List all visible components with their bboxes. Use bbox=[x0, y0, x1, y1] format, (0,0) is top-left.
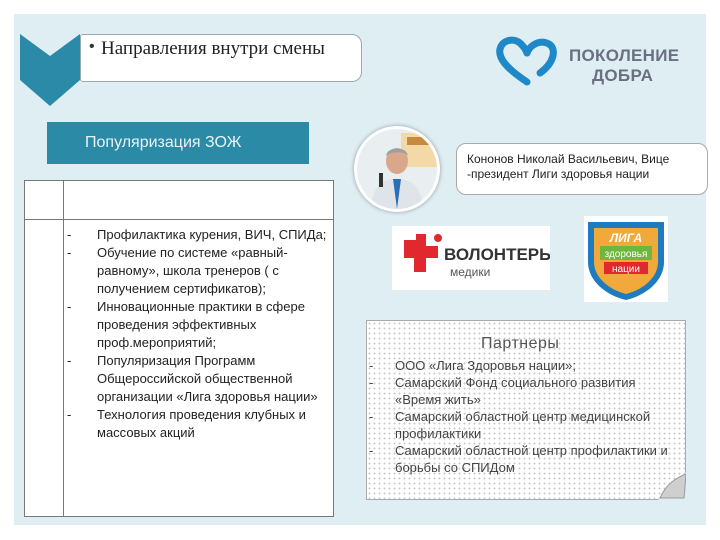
slide-title-box bbox=[80, 34, 362, 82]
person-portrait-icon bbox=[357, 129, 437, 209]
list-item: - Инновационные практики в сфере проведения эффективных проф.мероприятий; bbox=[67, 298, 329, 352]
partners-list bbox=[369, 357, 683, 476]
liga-shield-icon bbox=[584, 216, 668, 302]
activities-table bbox=[24, 180, 334, 517]
list-item: - Профилактика курения, ВИЧ, СПИДа; bbox=[67, 226, 329, 244]
volunteers-medics-logo bbox=[392, 226, 550, 290]
liga-logo-line-1: ЛИГА bbox=[609, 231, 643, 245]
list-item: - Обучение по системе «равный-равному», школа тренеров ( с получением сертификатов); bbox=[67, 244, 329, 298]
logo-line-2: ДОБРА bbox=[592, 66, 654, 85]
activities-list bbox=[67, 226, 329, 442]
list-item: - Технология проведения клубных и массовых акций bbox=[67, 406, 329, 442]
volunteers-logo-subtitle: медики bbox=[450, 265, 491, 279]
list-item: - Самарский областной центр медицинской профилактики bbox=[369, 408, 683, 442]
partners-box bbox=[366, 320, 686, 500]
chevron-down-icon bbox=[20, 34, 80, 106]
logo-line-1: ПОКОЛЕНИЕ bbox=[569, 46, 680, 65]
person-caption: Кононов Николай Васильевич, Вице -президент Лиги здоровья нации bbox=[456, 143, 708, 195]
table-header-row bbox=[25, 181, 333, 220]
list-item: - ООО «Лига Здоровья нации»; bbox=[369, 357, 683, 374]
volunteers-logo-title: ВОЛОНТЕРЫ bbox=[444, 245, 550, 264]
heart-logo-icon bbox=[494, 36, 560, 86]
list-item: - Самарский Фонд социального развития «Время жить» bbox=[369, 374, 683, 408]
liga-logo-line-3: нации bbox=[612, 264, 640, 275]
section-label: Популяризация ЗОЖ bbox=[47, 122, 309, 164]
person-photo bbox=[354, 126, 440, 212]
partners-title: Партнеры bbox=[481, 335, 560, 352]
slide-title: Направления внутри смены bbox=[101, 38, 325, 59]
table-column-divider bbox=[63, 181, 64, 516]
pokolenie-dobra-logo bbox=[494, 36, 694, 86]
title-bullet: • bbox=[89, 38, 95, 55]
liga-zdorovya-logo bbox=[584, 216, 668, 302]
liga-logo-line-2: здоровья bbox=[604, 249, 648, 260]
page-curl-icon bbox=[658, 472, 686, 500]
list-item: - Популяризация Программ Общероссийской общественной организации «Лига здоровья нации» bbox=[67, 352, 329, 406]
volunteers-logo-graphic bbox=[392, 226, 550, 290]
list-item: - Самарский областной центр профилактики и борьбы со СПИДом bbox=[369, 442, 683, 476]
